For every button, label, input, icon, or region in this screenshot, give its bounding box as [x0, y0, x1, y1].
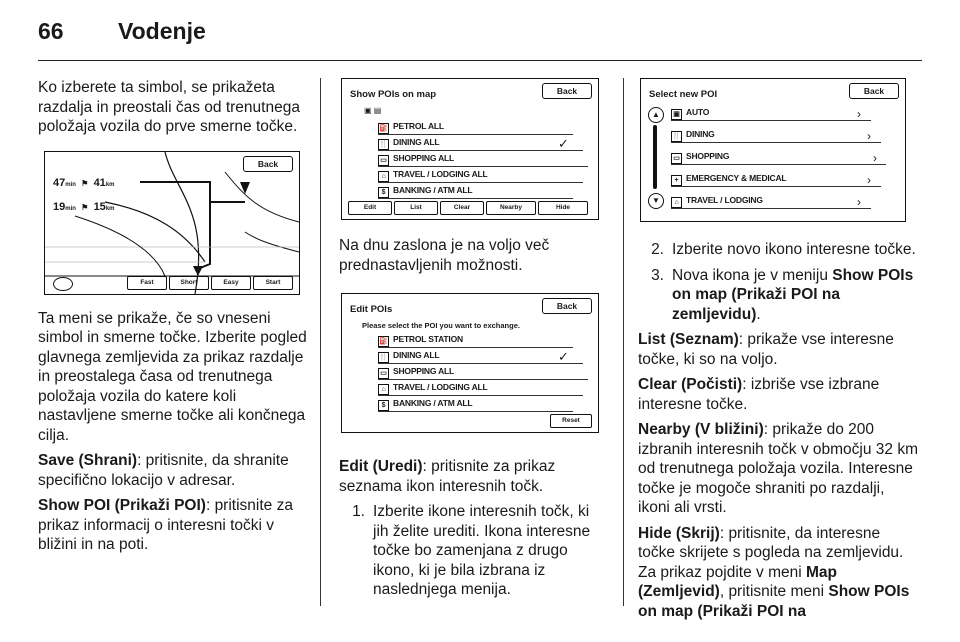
petrol-icon: ⛽	[379, 338, 388, 345]
shopping-icon: ▭	[671, 153, 682, 164]
chevron-right-icon: ›	[867, 173, 871, 187]
hide-description: Hide (Skrij): pritisnite, da interesne točke skrijete s pogleda na zemljevidu. Za prikaz pojdite v meni Map (Zemljevid), pritisnite meni Show POIs on map (Prikaži POI na	[638, 524, 910, 620]
nearby-description: Nearby (V bližini): prikaže do 200 izbranih interesnih točk v območju 32 km od trenutnega položaja vozila. Interesne točke je mogoče shraniti po razdalji, ikoni ali vrsti.	[638, 421, 918, 516]
auto-icon: ▣	[671, 109, 682, 120]
scroll-down-icon[interactable]: ▼	[648, 193, 664, 209]
poi-item[interactable]: ⛽ PETROL ALL	[378, 119, 573, 135]
step-3: 3. Nova ikona je v meniju Show POIs on map (Prikaži POI na zemljevidu).	[651, 266, 914, 323]
petrol-icon: ⛽	[379, 125, 388, 132]
waypoint-flag-icon: ⚑	[81, 178, 89, 188]
lodging-icon: ⌂	[671, 197, 682, 208]
poi-item[interactable]: ⌂ TRAVEL / LODGING ALL	[378, 167, 583, 183]
waypoint-info-1: 47min ⚑ 41km	[53, 176, 115, 189]
nav-map-screenshot	[44, 151, 300, 295]
column-divider-1	[320, 78, 321, 606]
back-button[interactable]: Back	[542, 83, 592, 99]
easy-button[interactable]: Easy	[211, 276, 251, 290]
column-divider-2	[623, 78, 624, 606]
list-button[interactable]: List	[394, 201, 438, 215]
presets-paragraph: Na dnu zaslona je na voljo več prednastavljenih možnosti.	[339, 237, 550, 274]
shopping-icon: ▭	[378, 368, 389, 379]
dining-icon: 🍴	[379, 354, 388, 361]
chevron-right-icon: ›	[867, 129, 871, 143]
poi-item[interactable]: 🍴 DINING ALL	[378, 348, 583, 364]
check-icon: ✓	[558, 349, 569, 364]
screen-title: Select new POI	[649, 89, 718, 100]
edit-pois-screenshot	[341, 293, 599, 433]
nearby-button[interactable]: Nearby	[486, 201, 536, 215]
banking-icon: $	[378, 187, 389, 198]
compass-icon[interactable]	[53, 277, 73, 291]
poi-category-item[interactable]: 🍴 DINING	[671, 127, 881, 143]
edit-description: Edit (Uredi): pritisnite za prikaz seznama ikon interesnih točk.	[339, 458, 556, 495]
emergency-icon: +	[671, 175, 682, 186]
lodging-icon: ⌂	[378, 384, 389, 395]
clear-description: Clear (Počisti): izbriše vse izbrane interesne točke.	[638, 376, 880, 413]
back-button[interactable]: Back	[542, 298, 592, 314]
banking-icon: $	[378, 400, 389, 411]
lodging-icon: ⌂	[378, 171, 389, 182]
clear-button[interactable]: Clear	[440, 201, 484, 215]
show-poi-description: Show POI (Prikaži POI): pritisnite za prikaz informacij o interesni točki v bližini in na poti.	[38, 497, 293, 553]
poi-item[interactable]: $ BANKING / ATM ALL	[378, 396, 573, 412]
step-2: 2. Izberite novo ikono interesne točke.	[651, 241, 916, 258]
hide-button[interactable]: Hide	[538, 201, 588, 215]
reset-button[interactable]: Reset	[550, 414, 592, 428]
chevron-right-icon: ›	[873, 151, 877, 165]
back-button[interactable]: Back	[849, 83, 899, 99]
show-pois-screenshot	[341, 78, 599, 220]
waypoint-info-2: 19min ⚑ 15km	[53, 200, 115, 213]
start-button[interactable]: Start	[253, 276, 293, 290]
poi-item[interactable]: ⌂ TRAVEL / LODGING ALL	[378, 380, 583, 396]
poi-category-item[interactable]: + EMERGENCY & MEDICAL	[671, 171, 881, 187]
dining-icon: 🍴	[379, 141, 388, 148]
page-number: 66	[38, 18, 64, 44]
edit-button[interactable]: Edit	[348, 201, 392, 215]
screen-title: Show POIs on map	[350, 89, 437, 100]
shopping-icon: ▭	[378, 155, 389, 166]
step-1: 1. Izberite ikone interesnih točk, ki jih želite urediti. Ikona interesne točke bo zamenjana z drugo ikono, ki je bila izbrana iz naslednjega menija.	[352, 503, 591, 598]
fast-button[interactable]: Fast	[127, 276, 167, 290]
chevron-right-icon: ›	[857, 107, 861, 121]
scroll-up-icon[interactable]: ▲	[648, 107, 664, 123]
poi-item[interactable]: ⛽ PETROL STATION	[378, 332, 573, 348]
page-header	[38, 18, 206, 52]
column-3	[638, 78, 920, 627]
chevron-right-icon: ›	[857, 195, 861, 209]
header-divider	[38, 60, 922, 61]
poi-item[interactable]: 🍴 DINING ALL	[378, 135, 583, 151]
list-description: List (Seznam): prikaže vse interesne točke, ki so na voljo.	[638, 331, 894, 368]
screen-title: Edit POIs	[350, 304, 393, 315]
intro-paragraph: Ko izberete ta simbol, se prikažeta razdalja in preostali čas od trenutnega položaja vozila do prve smerne točke.	[38, 79, 300, 135]
poi-category-item[interactable]: ⌂ TRAVEL / LODGING	[671, 193, 871, 209]
page-title: Vodenje	[118, 18, 206, 44]
select-new-poi-screenshot	[640, 78, 906, 222]
save-description: Save (Shrani): pritisnite, da shranite specifično lokacijo v adresar.	[38, 452, 289, 489]
scrollbar[interactable]	[653, 125, 657, 189]
column-1	[38, 78, 310, 561]
poi-item[interactable]: ▭ SHOPPING ALL	[378, 364, 588, 380]
back-button[interactable]: Back	[243, 156, 293, 172]
poi-category-item[interactable]: ▭ SHOPPING	[671, 149, 886, 165]
poi-category-item[interactable]: ▣ AUTO	[671, 105, 871, 121]
poi-category-icons: ▣ ▤	[364, 106, 382, 115]
poi-item[interactable]: ▭ SHOPPING ALL	[378, 151, 588, 167]
column-2	[339, 78, 609, 606]
waypoint-flag-icon: ⚑	[81, 202, 89, 212]
screen-subtitle: Please select the POI you want to exchange.	[362, 321, 520, 330]
poi-item[interactable]: $ BANKING / ATM ALL	[378, 183, 573, 199]
dining-icon: 🍴	[672, 133, 681, 140]
check-icon: ✓	[558, 136, 569, 151]
short-button[interactable]: Short	[169, 276, 209, 290]
paragraph-2: Ta meni se prikaže, če so vneseni simbol in smerne točke. Izberite pogled glavnega zemljevida za prikaz razdalje in preostalega časa od trenutnega položaja vozila do katere koli nastavljene smerne točke ali končnega cilja.	[38, 309, 307, 444]
